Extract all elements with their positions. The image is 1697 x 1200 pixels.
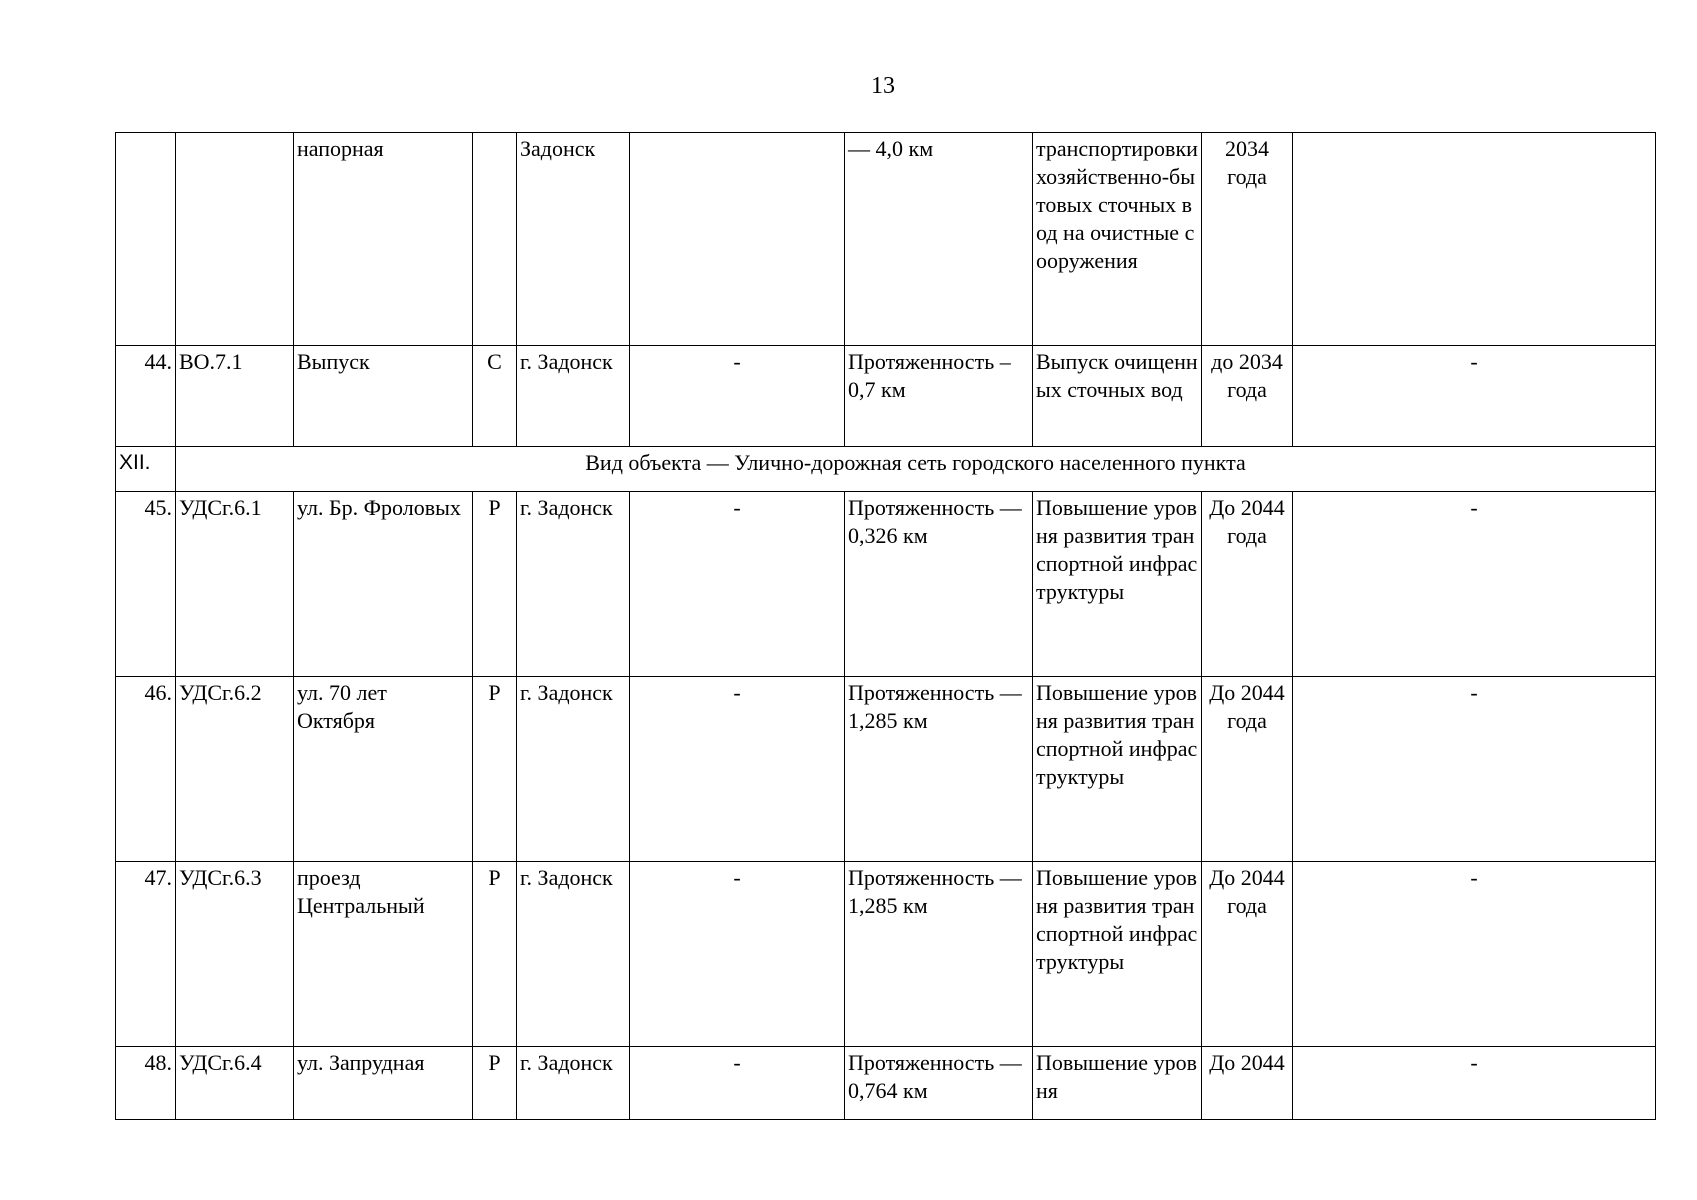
cell-status: Р [473,862,517,1047]
cell-num: 48. [116,1047,176,1120]
cell-deadline: до 2034 года [1202,346,1293,447]
objects-table [115,132,1656,1120]
cell-zones: - [1293,1047,1656,1120]
cell-area: - [630,677,845,862]
cell-location: г. Задонск [517,492,630,677]
cell-zones: - [1293,862,1656,1047]
cell-code: УДСг.6.4 [176,1047,294,1120]
cell-characteristics: Протяженность — 1,285 км [845,677,1033,862]
cell-name: напорная [294,133,473,346]
cell-code [176,133,294,346]
cell-zones: - [1293,677,1656,862]
cell-name: проезд Центральный [294,862,473,1047]
cell-status: Р [473,677,517,862]
cell-purpose: Повышение уровня развития транспортной инфраструктуры [1033,677,1202,862]
cell-code: ВО.7.1 [176,346,294,447]
cell-purpose: Повышение уровня развития транспортной инфраструктуры [1033,492,1202,677]
table-row [116,677,1656,862]
cell-area: - [630,346,845,447]
cell-area: - [630,862,845,1047]
cell-zones: - [1293,492,1656,677]
cell-area: - [630,492,845,677]
table-row [116,133,1656,346]
cell-name: ул. Запрудная [294,1047,473,1120]
cell-deadline: До 2044 года [1202,677,1293,862]
cell-zones: - [1293,346,1656,447]
cell-purpose: Повышение уровня [1033,1047,1202,1120]
cell-location: Задонск [517,133,630,346]
section-title: Вид объекта — Улично-дорожная сеть городского населенного пункта [176,447,1656,492]
cell-status: Р [473,492,517,677]
cell-characteristics: Протяженность — 0,764 км [845,1047,1033,1120]
cell-status [473,133,517,346]
cell-code: УДСг.6.1 [176,492,294,677]
cell-location: г. Задонск [517,1047,630,1120]
table-row [116,346,1656,447]
cell-name: ул. 70 лет Октября [294,677,473,862]
cell-deadline: 2034 года [1202,133,1293,346]
table-row [116,1047,1656,1120]
cell-area: - [630,1047,845,1120]
cell-num [116,133,176,346]
section-row [116,447,1656,492]
cell-code: УДСг.6.3 [176,862,294,1047]
cell-status: Р [473,1047,517,1120]
cell-num: 46. [116,677,176,862]
cell-purpose: транспортировки хозяйственно-бытовых сточных вод на очистные сооружения [1033,133,1202,346]
cell-num: 47. [116,862,176,1047]
cell-name: Выпуск [294,346,473,447]
cell-location: г. Задонск [517,346,630,447]
cell-purpose: Выпуск очищенных сточных вод [1033,346,1202,447]
page-number: 13 [871,73,895,99]
cell-area [630,133,845,346]
cell-characteristics: Протяженность — 1,285 км [845,862,1033,1047]
cell-code: УДСг.6.2 [176,677,294,862]
cell-name: ул. Бр. Фроловых [294,492,473,677]
cell-deadline: До 2044 года [1202,492,1293,677]
cell-characteristics: Протяженность — 0,326 км [845,492,1033,677]
cell-num: 44. [116,346,176,447]
cell-characteristics: — 4,0 км [845,133,1033,346]
cell-location: г. Задонск [517,677,630,862]
cell-purpose: Повышение уровня развития транспортной инфраструктуры [1033,862,1202,1047]
cell-deadline: До 2044 года [1202,862,1293,1047]
table-row [116,492,1656,677]
cell-zones [1293,133,1656,346]
cell-location: г. Задонск [517,862,630,1047]
cell-status: С [473,346,517,447]
table-row [116,862,1656,1047]
cell-characteristics: Протяженность – 0,7 км [845,346,1033,447]
section-number: XII. [116,447,176,492]
cell-deadline: До 2044 [1202,1047,1293,1120]
cell-num: 45. [116,492,176,677]
